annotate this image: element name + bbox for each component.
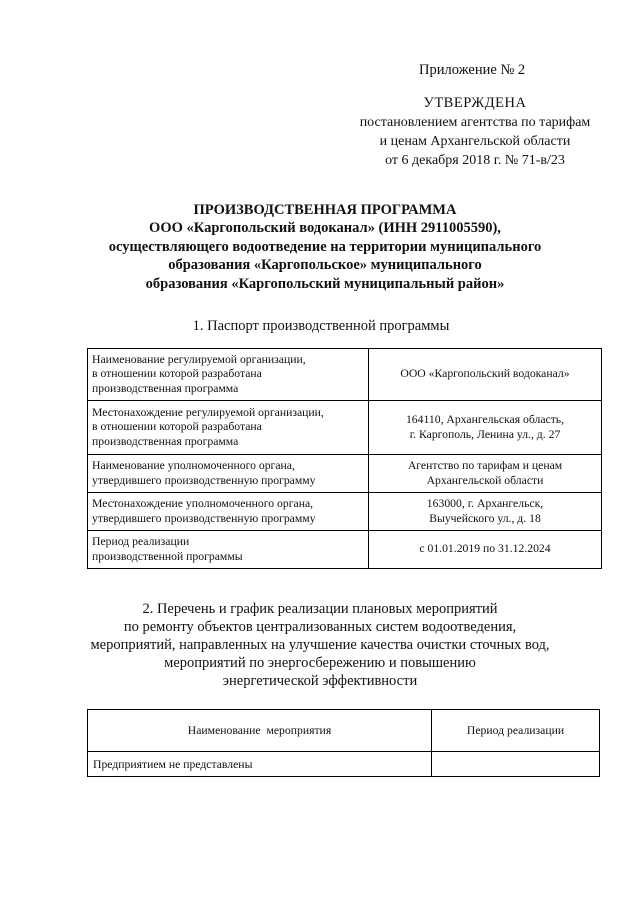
passport-label-cell: [88, 493, 369, 531]
approval-block: [330, 94, 620, 170]
cell-line: Наименование уполномоченного органа,: [92, 458, 295, 472]
passport-label-cell: [88, 531, 369, 569]
passport-label-cell: [88, 349, 369, 401]
table-row: [88, 455, 602, 493]
cell-line: Местонахождение регулируемой организации,: [92, 405, 324, 419]
table-row: [88, 493, 602, 531]
cell-line: ООО «Каргопольский водоканал»: [400, 367, 570, 381]
program-title: [90, 201, 560, 293]
table-row: [88, 349, 602, 401]
cell-line: в отношении которой разработана: [92, 420, 262, 434]
table-row: [88, 401, 602, 455]
cell-line: в отношении которой разработана: [92, 367, 262, 381]
approval-heading: УТВЕРЖДЕНА: [423, 95, 527, 111]
event-name-cell: Предприятием не представлены: [88, 752, 432, 777]
passport-table: [87, 348, 602, 569]
passport-label-cell: [88, 401, 369, 455]
appendix-label: Приложение № 2: [419, 62, 526, 78]
passport-value-cell: [369, 531, 602, 569]
heading-line: мероприятий, направленных на улучшение качества очистки сточных вод,: [90, 637, 550, 653]
title-line: образования «Каргопольский муниципальный район»: [145, 275, 505, 292]
column-header-period: Период реализации: [432, 710, 600, 752]
cell-line: Период реализации: [92, 534, 190, 548]
cell-line: Наименование регулируемой организации,: [92, 352, 306, 366]
cell-line: Местонахождение уполномоченного органа,: [92, 496, 314, 510]
passport-label-cell: [88, 455, 369, 493]
heading-line: мероприятий по энергосбережению и повышению: [164, 655, 476, 671]
section2-heading: [80, 600, 560, 690]
cell-line: Выучейского ул., д. 18: [429, 511, 541, 525]
title-line: ООО «Каргопольский водоканал» (ИНН 2911005590),: [149, 220, 501, 237]
table-row: [88, 531, 602, 569]
passport-value-cell: [369, 349, 602, 401]
title-line: ПРОИЗВОДСТВЕННАЯ ПРОГРАММА: [193, 202, 457, 218]
column-header-name: Наименование мероприятия: [88, 710, 432, 752]
cell-line: с 01.01.2019 по 31.12.2024: [419, 542, 551, 556]
events-table: [87, 709, 600, 777]
cell-line: г. Каргополь, Ленина ул., д. 27: [409, 427, 561, 441]
heading-line: по ремонту объектов централизованных систем водоотведения,: [123, 619, 517, 635]
cell-line: производственная программа: [92, 381, 239, 395]
passport-value-cell: [369, 493, 602, 531]
heading-line: энергетической эффективности: [222, 673, 418, 689]
cell-line: 164110, Архангельская область,: [405, 412, 565, 426]
passport-value-cell: [369, 401, 602, 455]
cell-line: Агентство по тарифам и ценам: [407, 458, 563, 472]
cell-line: утвердившего производственную программу: [92, 473, 316, 487]
approval-line: постановлением агентства по тарифам: [359, 115, 591, 130]
cell-line: утвердившего производственную программу: [92, 511, 316, 525]
approval-line: от 6 декабря 2018 г. № 71-в/23: [385, 153, 565, 168]
cell-line: Архангельской области: [426, 473, 544, 487]
cell-line: производственной программы: [92, 549, 243, 563]
table-row: [88, 752, 600, 777]
title-line: образования «Каргопольское» муниципального: [168, 257, 482, 274]
cell-line: производственная программа: [92, 434, 239, 448]
event-period-cell: [432, 752, 600, 777]
passport-value-cell: [369, 455, 602, 493]
approval-line: и ценам Архангельской области: [379, 134, 571, 149]
title-line: осуществляющего водоотведение на территории муниципального: [108, 238, 542, 255]
cell-line: 163000, г. Архангельск,: [426, 496, 544, 510]
heading-line: 2. Перечень и график реализации плановых мероприятий: [142, 601, 498, 617]
section1-heading: 1. Паспорт производственной программы: [192, 318, 450, 334]
table-header-row: [88, 710, 600, 752]
